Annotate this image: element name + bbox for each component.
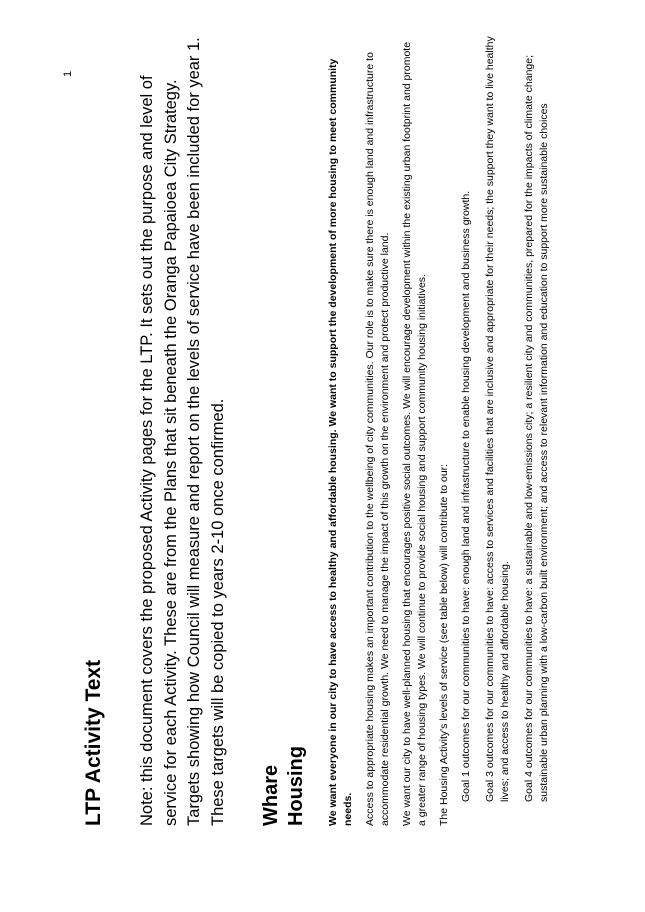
goal-3-item: Goal 3 outcomes for our communities to have: access to services and facilities that are inclusive and appropriate for their needs; the support they want to live healthy lives; and access to healthy and affordable housing. [484,36,511,802]
page-content [82,36,561,826]
document-title: LTP Activity Text [82,659,105,826]
section-heading-english: Housing [285,746,307,826]
intro-note: Note: this document covers the proposed Activity pages for the LTP. It sets out the purpose and level of service for each Activity. These are from the Plans that sit beneath the Oranga Papaioea City Strategy. Targets showing how Council will measure and report on the levels of service have been included for year 1. These targets will be copied to years 2-10 once confirmed. [138,37,227,826]
paragraph-role: Access to appropriate housing makes an important contribution to the wellbeing of city communities. Our role is to make sure there is enough land and infrastructure to accommodate residential growth. We need to manage the impact of this growth on the environment and protect productive land. [364,52,391,826]
goal-4-item: Goal 4 outcomes for our communities to have: a sustainable and low-emissions city; a resilient city and communities, prepared for the impacts of climate change; sustainable urban planning with a low-carbon built environment; and access to relevant information and education to support more sustainable choices [523,54,550,802]
goal-1-item: Goal 1 outcomes for our communities to have: enough land and infrastructure to enable housing development and business growth. [460,190,472,802]
lead-statement: We want everyone in our city to have access to healthy and affordable housing. We want to support the development of more housing to meet community needs. [327,58,354,826]
page-number: 1 [62,70,74,77]
paragraph-planning: We want our city to have well-planned housing that encourages positive social outcomes. We will encourage development within the existing urban footprint and promote a greater range of housing types. We will continue to provide social housing and support community housing initiatives. [401,41,428,826]
section-heading-maori: Whare [260,764,282,826]
paragraph-levels-of-service: The Housing Activity's levels of service (see table below) will contribute to our: [438,463,450,826]
